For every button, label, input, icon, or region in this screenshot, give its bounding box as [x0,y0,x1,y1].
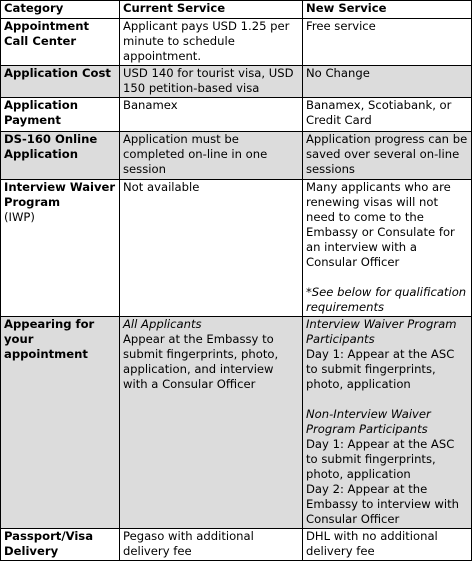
category-cell: Appearing for your appointment [1,317,120,529]
category-label: Interview Waiver Program [4,180,116,209]
current-service-cell [120,317,303,529]
header-row [1,1,472,19]
category-cell: Appointment Call Center [1,19,120,66]
new-service-cell: No Change [303,66,472,98]
all-applicants-heading: All Applicants [123,317,202,331]
new-service-cell: DHL with no additional delivery fee [303,529,472,561]
current-service-cell: Application must be completed on-line in one session [120,132,303,180]
category-cell: Application Payment [1,98,120,132]
table-row [1,180,472,317]
iwp-participants-heading: Interview Waiver Program Participants [306,317,457,346]
qualification-note: *See below for qualification requirements [306,285,467,314]
table-row [1,529,472,561]
table-row [1,66,472,98]
new-service-cell: Banamex, Scotiabank, or Credit Card [303,98,472,132]
current-service-cell: Banamex [120,98,303,132]
table-row [1,317,472,529]
new-service-cell [303,317,472,529]
category-cell: Application Cost [1,66,120,98]
category-cell [1,180,120,317]
non-iwp-day2-text: Day 2: Appear at the Embassy to interview with Consular Officer [306,482,460,526]
non-iwp-participants-heading: Non-Interview Waiver Program Participants [306,407,431,436]
current-service-cell: Pegaso with additional delivery fee [120,529,303,561]
current-service-cell: Not available [120,180,303,317]
table-row [1,98,472,132]
header-new-service: New Service [303,1,472,19]
iwp-day1-text: Day 1: Appear at the ASC to submit fingerprints, photo, application [306,347,455,391]
category-cell: Passport/Visa Delivery [1,529,120,561]
header-category: Category [1,1,120,19]
current-service-cell: USD 140 for tourist visa, USD 150 petition-based visa [120,66,303,98]
category-sublabel: (IWP) [4,210,35,224]
new-service-cell: Free service [303,19,472,66]
new-service-cell: Application progress can be saved over several on-line sessions [303,132,472,180]
table-row [1,19,472,66]
category-cell: DS-160 Online Application [1,132,120,180]
new-service-text: Many applicants who are renewing visas will not need to come to the Embassy or Consulate for an interview with a Consular Officer [306,180,455,269]
new-service-cell [303,180,472,317]
table-row [1,132,472,180]
current-service-text: Appear at the Embassy to submit fingerprints, photo, application, and interview with a Consular Officer [123,332,279,391]
current-service-cell: Applicant pays USD 1.25 per minute to schedule appointment. [120,19,303,66]
non-iwp-day1-text: Day 1: Appear at the ASC to submit fingerprints, photo, application [306,437,455,481]
header-current-service: Current Service [120,1,303,19]
